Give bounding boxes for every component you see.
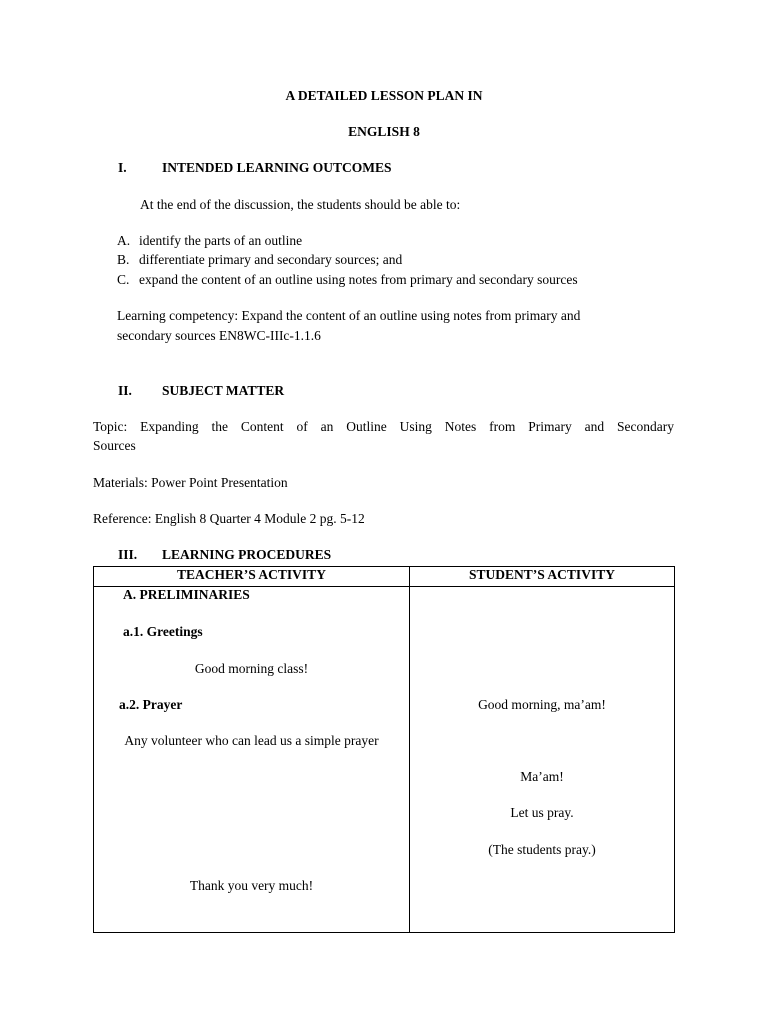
student-pray-action: (The students pray.) (488, 842, 596, 857)
table-right-border (674, 566, 675, 933)
table-column-divider (409, 566, 410, 933)
prayer-subheading: a.2. Prayer (119, 697, 183, 712)
teacher-greeting: Good morning class! (194, 661, 309, 676)
materials-line: Materials: Power Point Presentation (93, 475, 288, 490)
preliminaries-heading: A. PRELIMINARIES (123, 587, 250, 602)
reference-line: Reference: English 8 Quarter 4 Module 2 pg. 5-12 (93, 511, 365, 526)
student-let-us-pray: Let us pray. (510, 805, 574, 820)
objective-b-text: differentiate primary and secondary sources; and (139, 252, 403, 267)
section3-numeral: III. (118, 547, 138, 562)
teacher-activity-header: TEACHER’S ACTIVITY (177, 567, 326, 582)
competency-line2: secondary sources EN8WC-IIIc-1.1.6 (117, 328, 321, 343)
objective-c-text: expand the content of an outline using notes from primary and secondary sources (139, 272, 578, 287)
teacher-thanks: Thank you very much! (189, 878, 314, 893)
section2-numeral: II. (118, 383, 132, 398)
document-title-line2: ENGLISH 8 (348, 124, 420, 139)
table-bottom-border (93, 932, 675, 933)
competency-line1: Learning competency: Expand the content of an outline using notes from primary and (117, 308, 581, 323)
section2-heading: SUBJECT MATTER (162, 383, 285, 398)
objective-b-letter: B. (117, 252, 130, 267)
teacher-volunteer-prompt: Any volunteer who can lead us a simple prayer (124, 733, 379, 748)
student-volunteer: Ma’am! (520, 769, 564, 784)
objective-c-letter: C. (117, 272, 130, 287)
document-title-line1: A DETAILED LESSON PLAN IN (285, 88, 483, 103)
section1-heading: INTENDED LEARNING OUTCOMES (162, 160, 392, 175)
objective-a-text: identify the parts of an outline (139, 233, 303, 248)
section1-intro: At the end of the discussion, the students should be able to: (140, 197, 461, 212)
greetings-subheading: a.1. Greetings (123, 624, 203, 639)
topic-line1: Topic: Expanding the Content of an Outline Using Notes from Primary and Secondary (93, 419, 674, 434)
objective-a-letter: A. (117, 233, 131, 248)
student-greeting: Good morning, ma’am! (478, 697, 606, 712)
topic-line2: Sources (93, 438, 136, 453)
student-activity-header: STUDENT’S ACTIVITY (469, 567, 615, 582)
section1-numeral: I. (118, 160, 127, 175)
section3-heading: LEARNING PROCEDURES (162, 547, 332, 562)
